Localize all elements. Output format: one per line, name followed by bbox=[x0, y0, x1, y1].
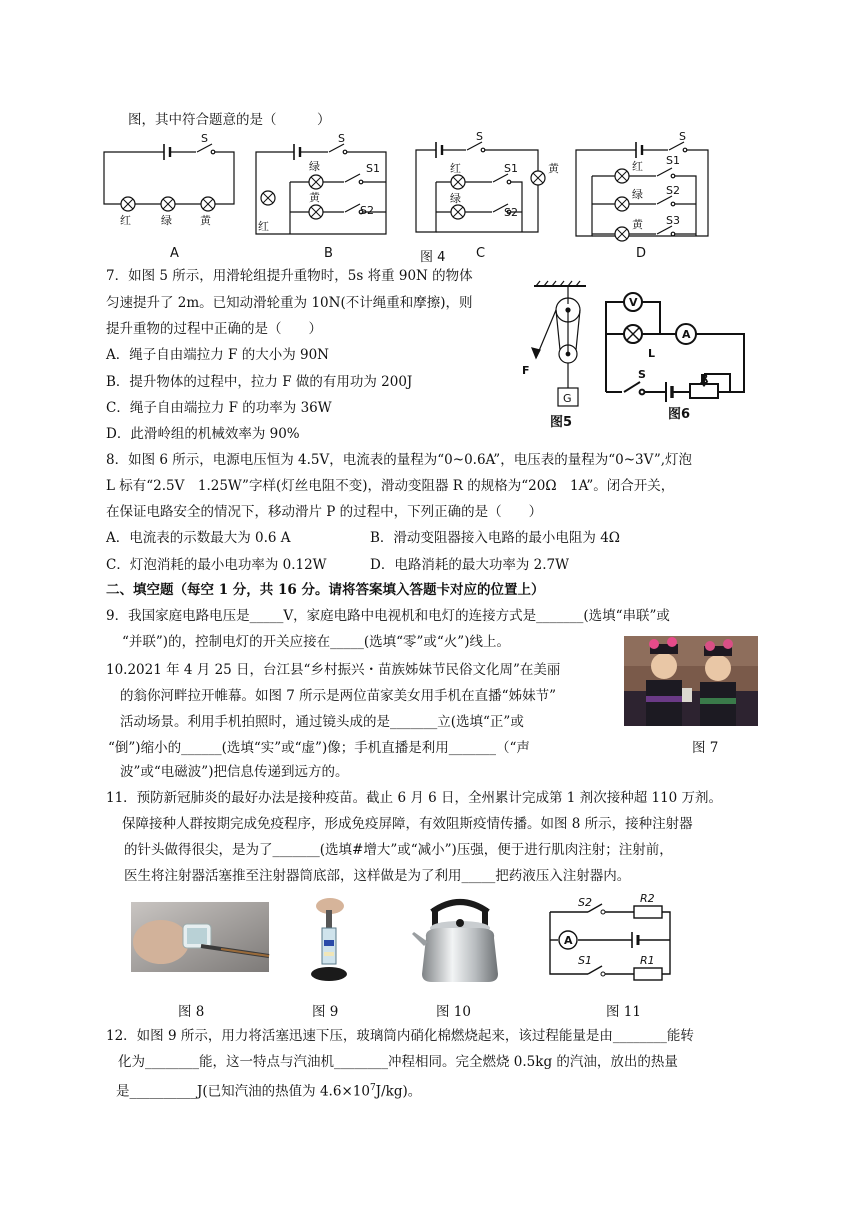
q9-line2: “并联”)的，控制电灯的开关应接在_____(选填“零”或“火”)线上。 bbox=[122, 634, 510, 650]
q11-line2: 保障接种人群按期完成免疫程序，形成免疫屏障，有效阻斯疫情传播。如图 8 所示，接种注射器 bbox=[122, 816, 693, 832]
q10-line1: 10.2021 年 4 月 25 日，台江县“乡村振兴・苗族姊妹节民俗文化周”在美丽 bbox=[106, 662, 561, 678]
fig7-photo bbox=[624, 636, 758, 726]
q8-line2: L 标有“2.5V 1.25W”字样(灯丝电阻不变)，滑动变阻器 R 的规格为“20Ω 1A”。闭合开关， bbox=[106, 478, 675, 494]
fig11-circuit bbox=[548, 892, 678, 984]
q7-option-c: C．绳子自由端拉力 F 的功率为 36W bbox=[106, 400, 332, 416]
q8-line1: 8．如图 6 所示，电源电压恒为 4.5V，电流表的量程为“0~0.6A”，电压表的量程为“0~3V”,灯泡 bbox=[106, 452, 693, 468]
fig4-circuit-b bbox=[256, 132, 396, 238]
fig4c-yellow: 黄 bbox=[548, 162, 559, 175]
fig4d-s3: S3 bbox=[666, 214, 680, 227]
fig5-force-label: F bbox=[522, 364, 530, 377]
fig6-switch-label: S bbox=[638, 368, 646, 381]
q10-line4: “倒”)缩小的______(选填“实”或“虚”)像；手机直播是利用_______（“声 bbox=[108, 740, 530, 756]
fig4c-s1: S1 bbox=[504, 162, 518, 175]
fig7-caption: 图 7 bbox=[692, 740, 719, 756]
fig4c-switch-label: S bbox=[476, 130, 483, 143]
fig4-circuit-d bbox=[576, 130, 716, 244]
fig11-s1: S1 bbox=[578, 954, 592, 967]
fig5-pulley bbox=[520, 280, 596, 430]
fig11-s2: S2 bbox=[578, 896, 592, 909]
fig6-voltmeter-label: V bbox=[629, 296, 638, 309]
fig11-caption: 图 11 bbox=[606, 1004, 641, 1020]
fig4b-s2: S2 bbox=[360, 204, 374, 217]
q11-line1: 11．预防新冠肺炎的最好办法是接种疫苗。截止 6 月 6 日，全州累计完成第 1 剂次接种超 110 万剂。 bbox=[106, 790, 723, 806]
fig4-circuit-c bbox=[416, 130, 566, 234]
fig4b-yellow: 黄 bbox=[309, 191, 320, 204]
q7-option-d: D．此滑岭组的机械效率为 90% bbox=[106, 426, 300, 442]
fig4c-s2: S2 bbox=[504, 206, 518, 219]
fig6-lamp-label: L bbox=[648, 347, 656, 360]
q7-option-a: A．绳子自由端拉力 F 的大小为 90N bbox=[106, 347, 329, 363]
q11-line3: 的针头做得很尖，是为了_______(选填#增大”或“减小”)压强，便于进行肌肉注射；注射前， bbox=[124, 842, 673, 858]
fig4d-green: 绿 bbox=[632, 188, 643, 201]
fig4b-s1: S1 bbox=[366, 162, 380, 175]
fig10-kettle bbox=[412, 894, 508, 988]
q8-option-b: B．滑动变阻器接入电路的最小电阻为 4Ω bbox=[370, 530, 620, 546]
q7-line3: 提升重物的过程中正确的是（ ） bbox=[106, 321, 322, 337]
fig4c-red: 红 bbox=[450, 162, 461, 175]
fig4d-caption: D bbox=[636, 246, 647, 261]
q12-line3-text: 是__________J(已知汽油的热值为 4.6×10 bbox=[116, 1083, 370, 1100]
q8-option-c: C．灯泡消耗的最小电功率为 0.12W bbox=[106, 557, 327, 573]
q12-line3 bbox=[116, 1078, 421, 1102]
fig11-r2: R2 bbox=[640, 892, 655, 905]
fig4d-s1: S1 bbox=[666, 154, 680, 167]
q11-line4: 医生将注射器活塞推至注射器筒底部，这样做是为了利用_____把药液压入注射器内。 bbox=[124, 868, 631, 884]
q7-line2: 匀速提升了 2m。已知动滑轮重为 10N(不计绳重和摩擦)，则 bbox=[106, 295, 473, 311]
fig4a-caption: A bbox=[170, 246, 179, 261]
fig9-photo bbox=[300, 896, 360, 986]
q10-line5: 波”或“电磁波”)把信息传递到远方的。 bbox=[120, 764, 349, 780]
fig10-caption: 图 10 bbox=[436, 1004, 471, 1020]
fig4b-green: 绿 bbox=[309, 160, 320, 173]
fig4a-bulb-green: 绿 bbox=[161, 214, 172, 227]
fig4a-bulb-red: 红 bbox=[120, 214, 131, 227]
q12-exponent: 7 bbox=[369, 1083, 376, 1093]
fig6-circuit bbox=[604, 284, 754, 424]
q6-tail: 图，其中符合题意的是（ ） bbox=[128, 112, 331, 128]
fig4b-switch-label: S bbox=[338, 132, 345, 145]
q7-option-b: B．提升物体的过程中，拉力 F 做的有用功为 200J bbox=[106, 374, 413, 390]
fig6-rheostat-label: R bbox=[700, 372, 709, 385]
fig4b-caption: B bbox=[324, 246, 333, 261]
fig4c-figure-label: 图 4 bbox=[420, 250, 446, 265]
q12-line2: 化为________能，这一特点与汽油机________冲程相同。完全燃烧 0.5kg 的汽油，放出的热量 bbox=[118, 1054, 678, 1070]
fig4d-s2: S2 bbox=[666, 184, 680, 197]
fig11-r1: R1 bbox=[640, 954, 655, 967]
q8-option-a: A．电流表的示数最大为 0.6 A bbox=[106, 530, 291, 546]
fig8-photo bbox=[131, 902, 269, 972]
section-2-heading: 二、填空题（每空 1 分，共 16 分。请将答案填入答题卡对应的位置上） bbox=[106, 582, 545, 598]
fig4d-red: 红 bbox=[632, 160, 643, 173]
fig4d-switch-label: S bbox=[679, 130, 686, 143]
fig4b-red: 红 bbox=[258, 220, 269, 233]
fig5-caption: 图5 bbox=[550, 415, 573, 430]
q10-line3: 活动场景。利用手机拍照时，通过镜头成的是_______立(选填“正”或 bbox=[120, 714, 524, 730]
q7-line1: 7．如图 5 所示，用滑轮组提升重物时，5s 将重 90N 的物体 bbox=[106, 268, 473, 284]
fig4c-green: 绿 bbox=[450, 192, 461, 205]
fig4-circuit-a bbox=[104, 132, 244, 227]
fig6-ammeter-label: A bbox=[682, 328, 691, 341]
fig4a-bulb-yellow: 黄 bbox=[200, 214, 211, 227]
fig9-caption: 图 9 bbox=[312, 1004, 339, 1020]
q9-line1: 9．我国家庭电路电压是_____V，家庭电路中电视机和电灯的连接方式是_______(选填“串联”或 bbox=[106, 608, 670, 624]
q12-line3-unit: J/kg)。 bbox=[375, 1083, 422, 1100]
q12-line1: 12．如图 9 所示，用力将活塞迅速下压，玻璃筒内硝化棉燃烧起来，该过程能量是由________能转 bbox=[106, 1028, 694, 1044]
fig5-weight-label: G bbox=[563, 392, 572, 405]
q8-option-d: D．电路消耗的最大功率为 2.7W bbox=[370, 557, 569, 573]
q10-line2: 的翁你河畔拉开帷幕。如图 7 所示是两位苗家美女用手机在直播“姊妹节” bbox=[120, 688, 556, 704]
fig8-caption: 图 8 bbox=[178, 1004, 205, 1020]
fig11-ammeter-label: A bbox=[564, 934, 573, 947]
fig4d-yellow: 黄 bbox=[632, 218, 643, 231]
fig4a-switch-label: S bbox=[201, 132, 208, 145]
fig6-caption: 图6 bbox=[668, 407, 691, 422]
q8-line3: 在保证电路安全的情况下，移动滑片 P 的过程中，下列正确的是（ ） bbox=[106, 504, 543, 520]
fig4c-caption: C bbox=[476, 246, 486, 261]
